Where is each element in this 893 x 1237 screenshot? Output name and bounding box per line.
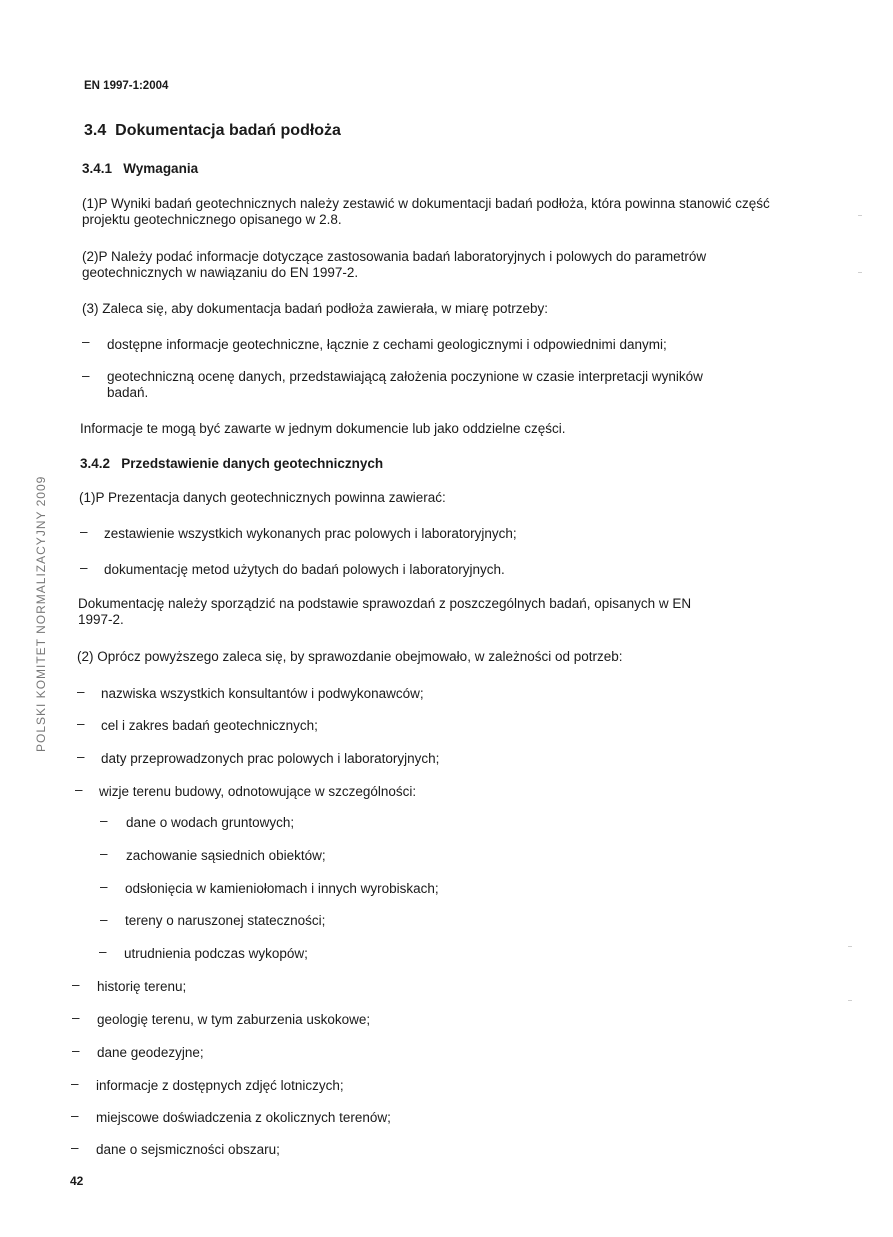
paragraph-341-2: (2)P Należy podać informacje dotyczące zastosowania badań laboratoryjnych i polowych do parametrów geotechnicznych w nawiązaniu do EN 1997-2.: [82, 249, 707, 280]
list-item: zestawienie wszystkich wykonanych prac polowych i laboratoryjnych;: [104, 526, 517, 541]
paragraph-342-3: (2) Oprócz powyższego zaleca się, by sprawozdanie obejmowało, w zależności od potrzeb:: [77, 649, 623, 664]
subsection-number: 3.4.1: [82, 161, 113, 176]
paragraph-342-1: (1)P Prezentacja danych geotechnicznych powinna zawierać:: [79, 490, 446, 505]
section-title: Dokumentacja badań podłoża: [115, 122, 341, 139]
sublist-item: utrudnienia podczas wykopów;: [124, 946, 308, 961]
list-item: miejscowe doświadczenia z okolicznych terenów;: [96, 1110, 391, 1125]
paragraph-341-1: (1)P Wyniki badań geotechnicznych należy zestawić w dokumentacji badań podłoża, która powinna stanowić część projektu geotechnicznego opisanego w 2.8.: [82, 196, 770, 227]
note-paragraph: Informacje te mogą być zawarte w jednym dokumencie lub jako oddzielne części.: [80, 421, 566, 436]
list-dash: –: [80, 560, 88, 575]
sublist-dash: –: [100, 879, 108, 894]
subsection-title: Przedstawienie danych geotechnicznych: [121, 456, 384, 471]
margin-mark: [858, 272, 862, 273]
list-dash: –: [77, 684, 85, 699]
paragraph-342-2: Dokumentację należy sporządzić na podstawie sprawozdań z poszczególnych badań, opisanych w EN 1997-2.: [78, 596, 692, 627]
sublist-dash: –: [100, 813, 108, 828]
list-dash: –: [80, 524, 88, 539]
watermark-text: POLSKI KOMITET NORMALIZACYJNY 2009: [34, 475, 48, 752]
list-item: daty przeprowadzonych prac polowych i laboratoryjnych;: [101, 751, 440, 766]
list-item: informacje z dostępnych zdjęć lotniczych;: [96, 1078, 344, 1093]
section-heading: [84, 122, 341, 140]
list-dash: –: [71, 1140, 79, 1155]
sublist-item: zachowanie sąsiednich obiektów;: [126, 848, 326, 863]
list-item: dokumentację metod użytych do badań polowych i laboratoryjnych.: [104, 562, 505, 577]
list-item: cel i zakres badań geotechnicznych;: [101, 718, 318, 733]
margin-mark: [848, 946, 852, 947]
sublist-item: odsłonięcia w kamieniołomach i innych wyrobiskach;: [125, 881, 439, 896]
list-item: dane o sejsmiczności obszaru;: [96, 1142, 280, 1157]
sublist-dash: –: [100, 912, 108, 927]
list-dash: –: [71, 1076, 79, 1091]
list-dash: –: [71, 1108, 79, 1123]
sublist-item: tereny o naruszonej stateczności;: [125, 913, 326, 928]
list-dash: –: [82, 334, 90, 349]
margin-mark: [858, 215, 862, 216]
list-dash: –: [77, 716, 85, 731]
sublist-item: dane o wodach gruntowych;: [126, 815, 295, 830]
list-item: dostępne informacje geotechniczne, łącznie z cechami geologicznymi i odpowiednimi danymi;: [107, 337, 667, 352]
list-dash: –: [72, 1043, 80, 1058]
margin-mark: [848, 1000, 852, 1001]
document-header: EN 1997-1:2004: [84, 80, 169, 92]
section-number: 3.4: [84, 122, 107, 139]
list-item: geologię terenu, w tym zaburzenia uskokowe;: [97, 1012, 371, 1027]
list-dash: –: [77, 749, 85, 764]
list-item: geotechniczną ocenę danych, przedstawiającą założenia poczynione w czasie interpretacji wyników badań.: [107, 369, 703, 400]
list-item: dane geodezyjne;: [97, 1045, 204, 1060]
subsection-title: Wymagania: [123, 161, 199, 176]
sublist-dash: –: [99, 944, 107, 959]
list-dash: –: [72, 977, 80, 992]
list-item: historię terenu;: [97, 979, 187, 994]
subsection-heading-341: [82, 161, 198, 176]
list-dash: –: [75, 782, 83, 797]
paragraph-341-3: (3) Zaleca się, aby dokumentacja badań podłoża zawierała, w miarę potrzeby:: [82, 301, 548, 316]
subsection-number: 3.4.2: [80, 456, 111, 471]
list-item: wizje terenu budowy, odnotowujące w szczególności:: [99, 784, 417, 799]
list-dash: –: [72, 1010, 80, 1025]
list-dash: –: [82, 368, 90, 383]
list-item: nazwiska wszystkich konsultantów i podwykonawców;: [101, 686, 424, 701]
subsection-heading-342: [80, 456, 383, 471]
sublist-dash: –: [100, 846, 108, 861]
page-number: 42: [70, 1174, 84, 1188]
